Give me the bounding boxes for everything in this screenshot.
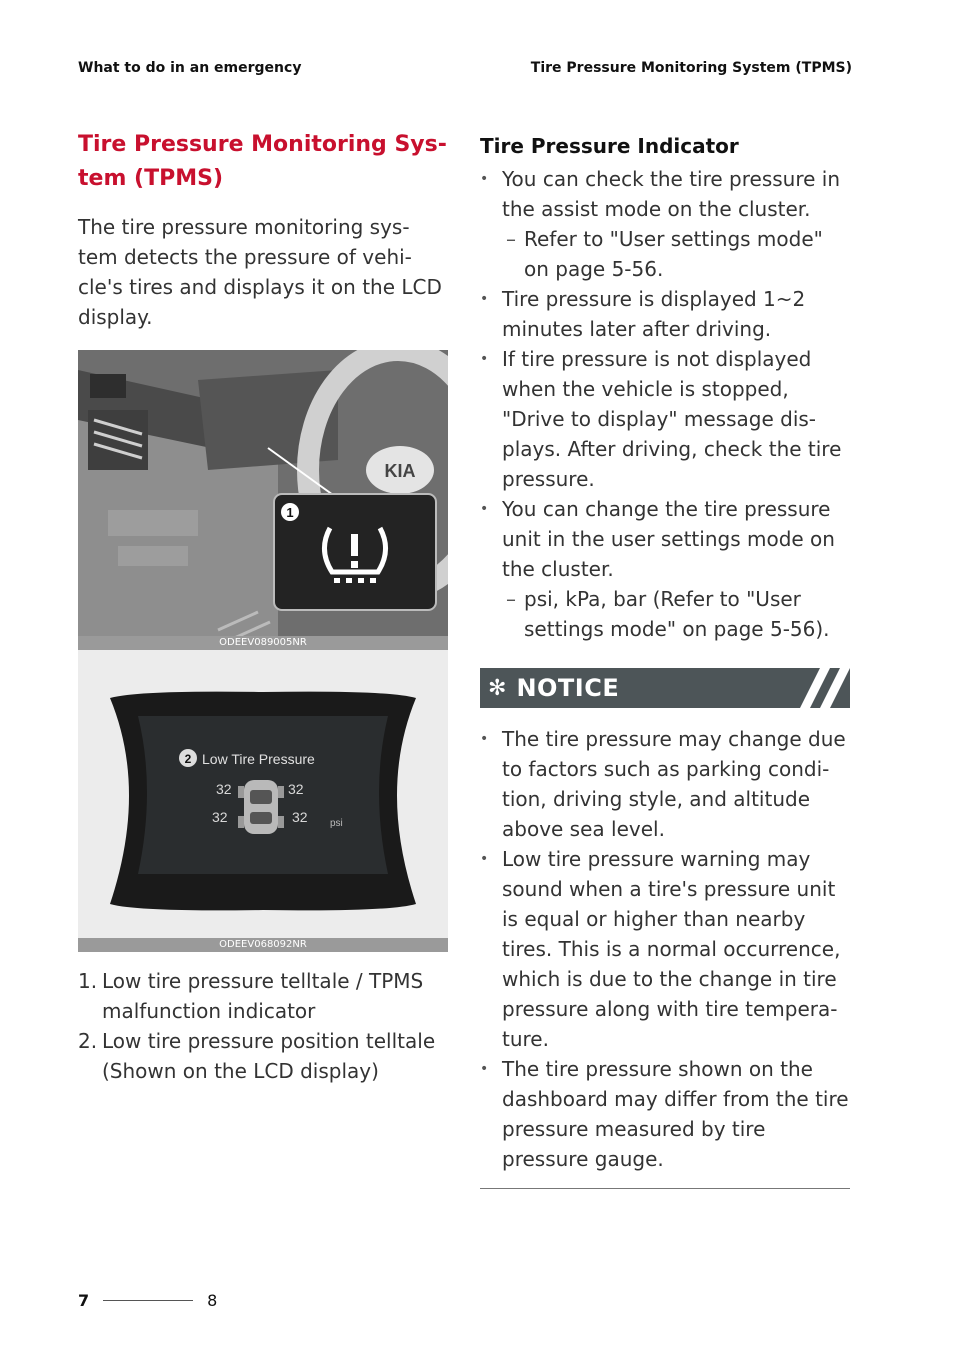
sub-item: – Refer to "User settings mode" on page 5-56. — [502, 224, 850, 284]
running-header-right: Tire Pressure Monitoring System (TPMS) — [530, 60, 852, 76]
pressure-unit: psi — [330, 818, 343, 829]
list-item: 2. Low tire pressure position telltale (Shown on the LCD display) — [78, 1029, 436, 1083]
kia-logo: KIA — [384, 461, 416, 481]
tire-pressure-indicator-heading: Tire Pressure Indicator — [480, 134, 739, 158]
list-item: • If tire pressure is not displayed when the vehicle is stopped, "Drive to display" message dis- plays. After driving, check the tire pressure. — [480, 344, 850, 494]
footer-divider — [103, 1300, 193, 1301]
list-item: • You can check the tire pressure in the assist mode on the cluster. – Refer to "User settings mode" on page 5-56. — [480, 164, 850, 284]
right-column — [480, 128, 850, 1189]
figure1-caption: ODEEV089005NR — [78, 636, 448, 650]
page-footer — [78, 1291, 217, 1310]
notice-star-icon: ✻ — [488, 675, 507, 701]
list-item: • The tire pressure may change due to factors such as parking condi- tion, driving style, and altitude above sea level. — [480, 724, 850, 844]
figure2-caption: ODEEV068092NR — [78, 938, 448, 952]
section-title — [78, 128, 448, 196]
tire-rr-value: 32 — [292, 809, 308, 825]
notice-stripes-icon — [790, 668, 850, 708]
dashboard-photo-figure — [78, 350, 448, 650]
notice-bullets — [480, 724, 850, 1174]
low-tire-pressure-label: Low Tire Pressure — [202, 751, 315, 767]
callout-1: 1 — [286, 505, 294, 520]
left-column — [78, 128, 448, 1086]
list-item: 1. Low tire pressure telltale / TPMS malfunction indicator — [78, 969, 424, 1023]
indicator-bullets — [480, 164, 850, 644]
section-title-line1: Tire Pressure Monitoring Sys- — [78, 132, 447, 157]
list-item: • Tire pressure is displayed 1~2 minutes later after driving. — [480, 284, 850, 344]
section-title-line2: tem (TPMS) — [78, 166, 223, 191]
car-top-view-icon — [238, 780, 284, 834]
sub-item: – psi, kPa, bar (Refer to "User settings mode" on page 5-56). — [502, 584, 850, 644]
page-number: 8 — [207, 1291, 218, 1310]
cluster-illustration — [78, 650, 448, 952]
tire-fl-value: 32 — [216, 781, 232, 797]
intro-paragraph: The tire pressure monitoring sys- tem detects the pressure of vehi- cle's tires and displays it on the LCD display. — [78, 215, 442, 329]
notice-banner — [480, 668, 850, 708]
notice-label: NOTICE — [516, 674, 620, 702]
list-item: • Low tire pressure warning may sound when a tire's pressure unit is equal or higher than nearby tires. This is a normal occurrence, which is due to the change in tire pressure along with tire tempera- ture. — [480, 844, 850, 1054]
notice-end-rule — [480, 1188, 850, 1189]
callout-legend-list — [78, 966, 448, 1086]
list-item: • The tire pressure shown on the dashboard may differ from the tire pressure measured by tire pressure gauge. — [480, 1054, 850, 1174]
running-header-left: What to do in an emergency — [78, 60, 302, 76]
dashboard-illustration — [78, 350, 448, 650]
list-item: • You can change the tire pressure unit in the user settings mode on the cluster. – psi, kPa, bar (Refer to "User settings mode" on page 5-56). — [480, 494, 850, 644]
chapter-number: 7 — [78, 1291, 90, 1310]
tire-rl-value: 32 — [212, 809, 228, 825]
cluster-display-figure — [78, 650, 448, 952]
tire-fr-value: 32 — [288, 781, 304, 797]
callout-2: 2 — [184, 752, 192, 766]
